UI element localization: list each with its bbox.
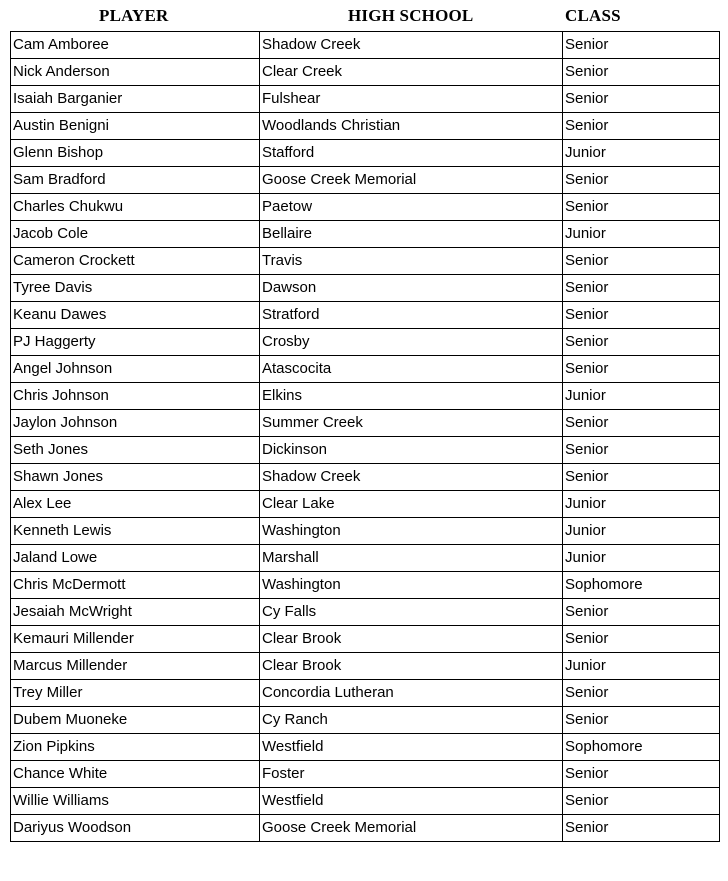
high-school-cell: Atascocita [260,356,563,383]
high-school-cell: Dickinson [260,437,563,464]
high-school-cell: Woodlands Christian [260,113,563,140]
high-school-cell: Clear Lake [260,491,563,518]
player-cell: Zion Pipkins [11,734,260,761]
table-row [11,167,720,194]
class-cell: Senior [563,437,720,464]
high-school-cell: Stafford [260,140,563,167]
player-cell: Dubem Muoneke [11,707,260,734]
table-row [11,653,720,680]
table-row [11,194,720,221]
player-cell: Cameron Crockett [11,248,260,275]
player-cell: Alex Lee [11,491,260,518]
table-row [11,734,720,761]
player-cell: Jesaiah McWright [11,599,260,626]
class-cell: Senior [563,113,720,140]
class-cell: Senior [563,815,720,842]
table-row [11,518,720,545]
high-school-cell: Bellaire [260,221,563,248]
player-cell: Shawn Jones [11,464,260,491]
table-row [11,761,720,788]
player-cell: Angel Johnson [11,356,260,383]
class-cell: Senior [563,464,720,491]
high-school-cell: Goose Creek Memorial [260,815,563,842]
table-row [11,113,720,140]
player-cell: Sam Bradford [11,167,260,194]
high-school-cell: Clear Creek [260,59,563,86]
class-cell: Senior [563,194,720,221]
table-row [11,491,720,518]
player-cell: Chris McDermott [11,572,260,599]
class-cell: Senior [563,59,720,86]
class-cell: Senior [563,356,720,383]
table-row [11,599,720,626]
table-row [11,788,720,815]
class-cell: Senior [563,707,720,734]
table-row [11,815,720,842]
header-high-school: HIGH SCHOOL [348,6,474,25]
high-school-cell: Foster [260,761,563,788]
class-cell: Junior [563,518,720,545]
class-cell: Junior [563,653,720,680]
class-cell: Senior [563,761,720,788]
table-row [11,248,720,275]
class-cell: Senior [563,599,720,626]
table-row [11,545,720,572]
class-cell: Senior [563,32,720,59]
player-cell: Nick Anderson [11,59,260,86]
high-school-cell: Travis [260,248,563,275]
class-cell: Junior [563,140,720,167]
high-school-cell: Clear Brook [260,653,563,680]
class-cell: Junior [563,545,720,572]
player-cell: Chris Johnson [11,383,260,410]
player-cell: Kemauri Millender [11,626,260,653]
player-cell: PJ Haggerty [11,329,260,356]
table-row [11,140,720,167]
player-cell: Jaland Lowe [11,545,260,572]
table-row [11,680,720,707]
high-school-cell: Marshall [260,545,563,572]
table-row [11,32,720,59]
high-school-cell: Summer Creek [260,410,563,437]
player-cell: Dariyus Woodson [11,815,260,842]
header-class: CLASS [565,6,621,25]
player-cell: Jaylon Johnson [11,410,260,437]
high-school-cell: Cy Ranch [260,707,563,734]
player-cell: Chance White [11,761,260,788]
high-school-cell: Washington [260,572,563,599]
high-school-cell: Paetow [260,194,563,221]
table-row [11,59,720,86]
table-row [11,302,720,329]
high-school-cell: Crosby [260,329,563,356]
class-cell: Sophomore [563,572,720,599]
player-cell: Willie Williams [11,788,260,815]
class-cell: Senior [563,680,720,707]
high-school-cell: Dawson [260,275,563,302]
class-cell: Junior [563,383,720,410]
table-row [11,221,720,248]
class-cell: Senior [563,167,720,194]
table-row [11,275,720,302]
table-row [11,86,720,113]
player-cell: Jacob Cole [11,221,260,248]
player-cell: Trey Miller [11,680,260,707]
player-cell: Kenneth Lewis [11,518,260,545]
table-row [11,437,720,464]
player-cell: Keanu Dawes [11,302,260,329]
class-cell: Senior [563,275,720,302]
high-school-cell: Westfield [260,788,563,815]
high-school-cell: Fulshear [260,86,563,113]
class-cell: Senior [563,329,720,356]
player-cell: Austin Benigni [11,113,260,140]
high-school-cell: Shadow Creek [260,464,563,491]
class-cell: Senior [563,86,720,113]
high-school-cell: Goose Creek Memorial [260,167,563,194]
high-school-cell: Concordia Lutheran [260,680,563,707]
player-cell: Charles Chukwu [11,194,260,221]
high-school-cell: Westfield [260,734,563,761]
table-row [11,410,720,437]
table-row [11,572,720,599]
high-school-cell: Stratford [260,302,563,329]
table-row [11,329,720,356]
roster-table [10,31,720,842]
table-row [11,464,720,491]
table-row [11,707,720,734]
header-player: PLAYER [99,6,169,25]
high-school-cell: Clear Brook [260,626,563,653]
player-cell: Glenn Bishop [11,140,260,167]
table-row [11,356,720,383]
player-cell: Seth Jones [11,437,260,464]
player-cell: Marcus Millender [11,653,260,680]
class-cell: Junior [563,491,720,518]
table-row [11,383,720,410]
high-school-cell: Cy Falls [260,599,563,626]
class-cell: Senior [563,626,720,653]
class-cell: Senior [563,302,720,329]
class-cell: Junior [563,221,720,248]
high-school-cell: Elkins [260,383,563,410]
high-school-cell: Shadow Creek [260,32,563,59]
table-row [11,626,720,653]
high-school-cell: Washington [260,518,563,545]
player-cell: Isaiah Barganier [11,86,260,113]
class-cell: Senior [563,410,720,437]
class-cell: Senior [563,788,720,815]
roster-body [11,32,720,842]
player-cell: Tyree Davis [11,275,260,302]
table-header [0,0,728,31]
class-cell: Senior [563,248,720,275]
class-cell: Sophomore [563,734,720,761]
player-cell: Cam Amboree [11,32,260,59]
